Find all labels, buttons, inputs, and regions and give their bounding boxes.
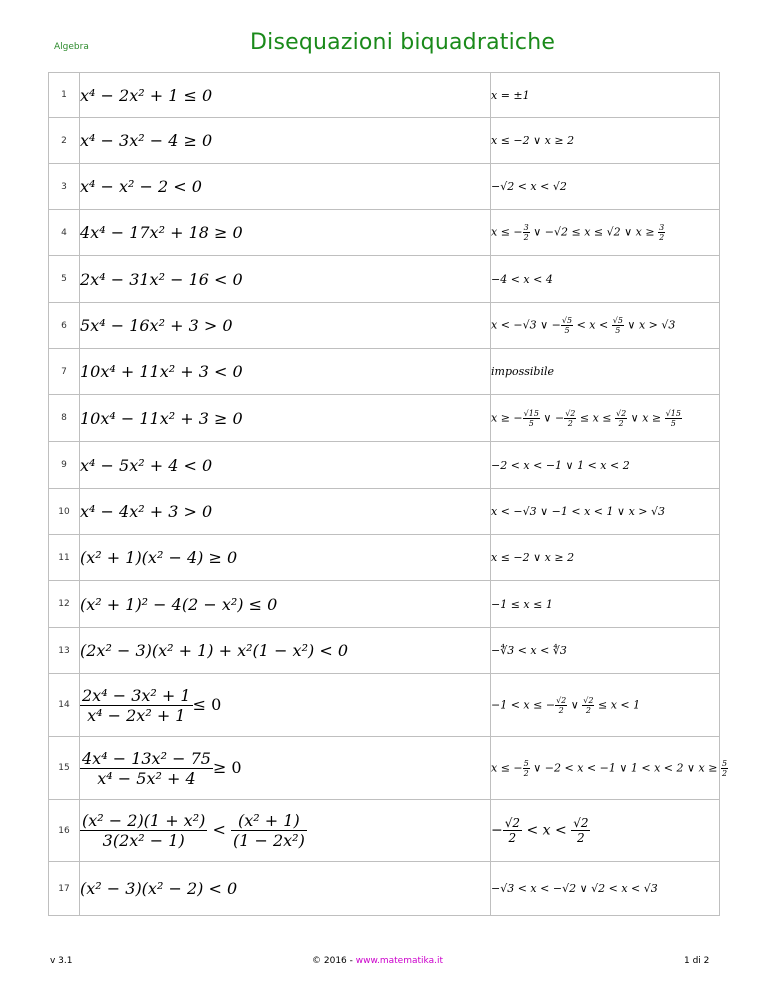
fraction-numerator: √2 (504, 816, 521, 830)
exercise-row (49, 581, 720, 628)
inequality-fraction (80, 749, 213, 788)
solution: x ≤ −2 ∨ x ≥ 2 (491, 118, 720, 164)
solution-part: ∨ −√2 ≤ x ≤ √2 ∨ x ≥ (529, 225, 659, 239)
fraction-denominator: 2 (523, 768, 529, 778)
inequality-fraction-right (231, 811, 307, 850)
page-number: 1 di 2 (684, 956, 710, 966)
exercise-row (49, 164, 720, 210)
solution-fraction (564, 409, 576, 428)
solution-part: < x < (573, 318, 612, 332)
inequality: x⁴ − 4x² + 3 > 0 (80, 489, 491, 535)
solution-fraction (555, 696, 567, 715)
solution-part: −1 < x ≤ − (491, 698, 556, 711)
solution-fraction (571, 816, 590, 845)
exercise-row (49, 256, 720, 303)
site-link[interactable]: www.matematika.it (355, 956, 443, 966)
fraction-denominator: 5 (670, 418, 676, 428)
inequality-relation: ≥ 0 (212, 757, 242, 777)
solution-part: ∨ − (539, 411, 565, 424)
exercise-number: 15 (49, 737, 80, 800)
solution-fraction (523, 223, 530, 242)
fraction-numerator: √15 (665, 408, 681, 418)
solution (491, 210, 720, 256)
exercise-row (49, 395, 720, 442)
solution: −√2 < x < √2 (491, 164, 720, 210)
inequality: 4x⁴ − 17x² + 18 ≥ 0 (80, 210, 491, 256)
page-title: Disequazioni biquadratiche (250, 30, 556, 55)
exercise-row (49, 210, 720, 256)
solution: −2 < x < −1 ∨ 1 < x < 2 (491, 442, 720, 489)
fraction-numerator: √2 (556, 695, 567, 705)
exercise-number: 3 (49, 164, 80, 210)
inequality: 10x⁴ − 11x² + 3 ≥ 0 (80, 395, 491, 442)
fraction-denominator: x⁴ − 2x² + 1 (87, 705, 186, 725)
fraction-numerator: √5 (612, 316, 623, 325)
fraction-denominator: 2 (721, 768, 728, 778)
fraction-numerator: 2x⁴ − 3x² + 1 (82, 685, 191, 705)
exercise-number: 6 (49, 303, 80, 349)
exercise-number: 9 (49, 442, 80, 489)
fraction-numerator: √2 (616, 408, 627, 418)
exercise-number: 2 (49, 118, 80, 164)
fraction-numerator: 4x⁴ − 13x² − 75 (82, 748, 211, 768)
exercise-number: 16 (49, 800, 80, 862)
exercise-row (49, 442, 720, 489)
solution-fraction (503, 816, 522, 845)
solution-part: x ≤ − (491, 761, 523, 774)
fraction-numerator: √2 (573, 816, 589, 830)
fraction-denominator: 2 (558, 705, 564, 715)
inequality-relation: ≤ 0 (192, 694, 222, 714)
solution-part: ∨ x ≥ (627, 411, 665, 424)
solution: impossibile (491, 349, 720, 395)
fraction-numerator: √2 (565, 408, 576, 418)
solution-part: ≤ x < 1 (594, 698, 641, 711)
exercise-number: 13 (49, 628, 80, 674)
exercise-number: 14 (49, 674, 80, 737)
fraction-numerator: (x² + 1) (231, 811, 307, 831)
inequality-relation: < (212, 820, 226, 839)
exercise-number: 17 (49, 862, 80, 916)
fraction-denominator: 2 (659, 233, 665, 242)
exercise-row (49, 737, 720, 800)
exercise-row (49, 674, 720, 737)
solution (491, 674, 720, 737)
inequality (80, 674, 491, 737)
fraction-denominator: (1 − 2x²) (232, 831, 305, 850)
copyright-text: © 2016 - (312, 956, 356, 966)
exercise-number: 7 (49, 349, 80, 395)
solution-fraction (665, 409, 682, 428)
solution: −∜3 < x < ∜3 (491, 628, 720, 674)
solution-part: ∨ x > √3 (623, 318, 676, 332)
exercise-number: 8 (49, 395, 80, 442)
exercise-row (49, 862, 720, 916)
inequality: (x² + 1)² − 4(2 − x²) ≤ 0 (80, 581, 491, 628)
exercise-number: 11 (49, 535, 80, 581)
solution-fraction (523, 409, 540, 428)
exercise-number: 4 (49, 210, 80, 256)
inequality-fraction (80, 686, 193, 725)
solution-part: − (491, 822, 503, 839)
inequality: x⁴ − 2x² + 1 ≤ 0 (80, 73, 491, 118)
solution-fraction (523, 759, 530, 778)
solution-fraction (721, 759, 728, 778)
solution-fraction (582, 696, 594, 715)
inequality: (x² + 1)(x² − 4) ≥ 0 (80, 535, 491, 581)
inequality (80, 737, 491, 800)
solution (491, 395, 720, 442)
exercise-row (49, 303, 720, 349)
fraction-denominator: 2 (523, 233, 529, 242)
solution: −1 ≤ x ≤ 1 (491, 581, 720, 628)
solution-part: ∨ (567, 698, 583, 711)
fraction-denominator: 2 (585, 705, 591, 715)
inequality-fraction-left (80, 811, 207, 850)
fraction-denominator: 2 (618, 418, 624, 428)
fraction-numerator: √2 (583, 695, 594, 705)
fraction-numerator: 5 (523, 758, 529, 768)
exercise-table (48, 72, 728, 916)
solution-fraction (612, 316, 624, 335)
fraction-denominator: 2 (567, 418, 573, 428)
exercise-number: 5 (49, 256, 80, 303)
solution: x < −√3 ∨ −1 < x < 1 ∨ x > √3 (491, 489, 720, 535)
solution-part: x ≤ − (491, 225, 523, 239)
inequality (80, 800, 491, 862)
exercise-row (49, 489, 720, 535)
fraction-numerator: 3 (523, 223, 529, 232)
version-label: v 3.1 (50, 956, 73, 966)
solution-part: ≤ x ≤ (576, 411, 615, 424)
solution-part: x ≥ − (491, 411, 523, 424)
solution: x = ±1 (491, 73, 720, 118)
exercise-row (49, 73, 720, 118)
exercise-row (49, 800, 720, 862)
fraction-denominator: 5 (564, 326, 570, 335)
inequality: x⁴ − x² − 2 < 0 (80, 164, 491, 210)
inequality: 2x⁴ − 31x² − 16 < 0 (80, 256, 491, 303)
solution-part: x < −√3 ∨ − (491, 318, 561, 332)
solution-fraction (561, 316, 573, 335)
fraction-numerator: 5 (721, 758, 728, 768)
solution: x ≤ −2 ∨ x ≥ 2 (491, 535, 720, 581)
exercise-number: 12 (49, 581, 80, 628)
fraction-numerator: (x² − 2)(1 + x²) (82, 811, 206, 830)
fraction-denominator: 3(2x² − 1) (102, 831, 185, 850)
inequality: 5x⁴ − 16x² + 3 > 0 (80, 303, 491, 349)
solution: −√3 < x < −√2 ∨ √2 < x < √3 (491, 862, 720, 916)
inequality: (2x² − 3)(x² + 1) + x²(1 − x²) < 0 (80, 628, 491, 674)
solution-fraction (658, 223, 665, 242)
fraction-denominator: 2 (577, 831, 585, 845)
subject-label: Algebra (54, 42, 89, 52)
solution-part: < x < (522, 822, 572, 839)
exercise-row (49, 118, 720, 164)
fraction-denominator: x⁴ − 5x² + 4 (97, 768, 196, 788)
exercise-number: 10 (49, 489, 80, 535)
solution (491, 800, 720, 862)
fraction-numerator: 3 (659, 223, 665, 232)
fraction-denominator: 5 (615, 326, 621, 335)
exercise-row (49, 535, 720, 581)
fraction-numerator: √5 (561, 316, 573, 325)
solution-part: ∨ −2 < x < −1 ∨ 1 < x < 2 ∨ x ≥ (529, 761, 721, 774)
solution: −4 < x < 4 (491, 256, 720, 303)
fraction-denominator: 2 (508, 831, 517, 845)
exercise-row (49, 349, 720, 395)
solution-fraction (615, 409, 627, 428)
copyright (312, 956, 443, 966)
inequality: x⁴ − 5x² + 4 < 0 (80, 442, 491, 489)
inequality: x⁴ − 3x² − 4 ≥ 0 (80, 118, 491, 164)
inequality: 10x⁴ + 11x² + 3 < 0 (80, 349, 491, 395)
exercise-row (49, 628, 720, 674)
fraction-denominator: 5 (528, 418, 534, 428)
exercise-number: 1 (49, 73, 80, 118)
fraction-numerator: √15 (523, 408, 539, 418)
solution (491, 303, 720, 349)
solution (491, 737, 728, 800)
inequality: (x² − 3)(x² − 2) < 0 (80, 862, 491, 916)
